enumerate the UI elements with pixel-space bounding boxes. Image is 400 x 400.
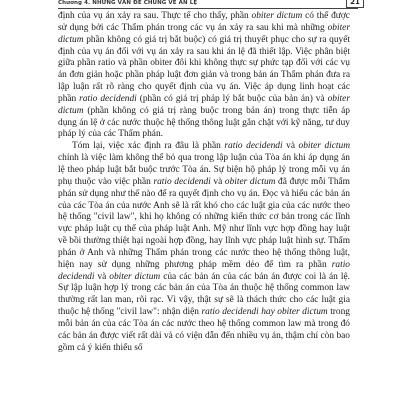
text-run: trong mỗi bản án của các Tòa án các nước theo hệ thống common law mà trong đó các bản án được viết rất dài và có viện dẫn đến nhiều vụ án, thậm chí còn bao gồm cả ý kiến thiểu số <box>58 307 350 353</box>
italic-term: obiter dictum <box>109 271 161 282</box>
italic-term: obiter dictum <box>298 141 350 152</box>
text-run: và <box>210 176 225 187</box>
text-run: định của vụ án xảy ra sau. Thực tế cho thấy, phần <box>58 11 252 21</box>
italic-term: ratio decidendi <box>224 141 283 152</box>
text-run: (phần không có giá trị ràng buộc trong bản án) trong thực tiễn áp dụng án lệ ở các nước thuộc hệ thống thông luật gắn chặt với kỹ năng, tư duy pháp lý của các Thẩm phán. <box>58 105 350 140</box>
italic-term: obiter dictum <box>58 93 350 116</box>
text-run: Tóm lại, việc xác định ra đâu là phần <box>72 141 225 152</box>
text-run: chính là việc làm không thể bỏ qua trong lập luận của Tòa án khi áp dụng án lệ theo pháp luật bắt buộc trước Tòa án. Sự biện hộ pháp lý trong mỗi vụ án phụ thuộc vào việc phần <box>58 153 350 187</box>
text-run: đã được mỗi Thẩm phán sử dụng như thế nào để ra quyết định cho vụ án. Đọc và hiểu các bản án của các Tòa án của nước Anh sẽ là rất khó cho các luật gia của các nước theo hệ thống "civil law", khi họ không có những kiến thức cơ bản trong các lĩnh vực pháp luật cụ thể của pháp luật Anh. Mỹ như lĩnh vực hợp đồng hay luật về bồi thường thiệt hại ngoài hợp đồng, hay lĩnh vực pháp luật hình sự. Thẩm phán ở Anh và những Thẩm phán trong các nước theo hệ thống thông luật, hiện nay sử dụng những phương pháp mềm dẻo để tìm ra phần <box>58 176 350 270</box>
page-number: 21 <box>346 0 364 8</box>
running-header <box>58 0 358 9</box>
text-run: và <box>94 271 110 282</box>
text-run: có thể được sử dụng bởi các Thẩm phán trong các vụ án xảy ra sau khi mà những <box>58 11 350 33</box>
italic-term: ratio decidendi <box>79 93 137 104</box>
body-text <box>58 11 350 354</box>
paragraph <box>58 11 350 141</box>
italic-term: ratio decidendi hay obiter dictum <box>201 307 328 318</box>
chapter-title: Chương 4. NHỮNG VẤN ĐỀ CHUNG VỀ ÁN LỆ <box>58 0 198 6</box>
italic-term: obiter dictum <box>58 22 350 45</box>
text-run: của các bản án của các bản án được coi là án lệ. Sự lập luận hợp lý trong các bản án của Tòa án thuộc hệ thống common law thường rất lan man, rõi rạc. Vì vậy, thật sự sẽ là thách thức cho các luật gia thuộc hệ thống "civil law": nhận diện <box>58 271 350 318</box>
text-run: và <box>282 141 299 152</box>
paragraph <box>58 141 350 354</box>
italic-term: ratio decidendi <box>58 259 350 282</box>
text-run: (phần có giá trị pháp lý bắt buộc của bản án) và <box>136 93 328 104</box>
italic-term: obiter dictum <box>224 176 276 187</box>
italic-term: obiter dictum <box>251 11 303 21</box>
italic-term: ratio decidendi <box>153 176 211 187</box>
text-run: phần không có giá trị bắt buộc) có giá trị thuyết phục cho sự ra quyết định của vụ án đối với vụ án xảy ra sau khi án lệ đã thiết lập. Việc phân biệt giữa phần ratio và phần obiter đôi khi không thực sự phức tạp đối với các vụ án đơn giản hoặc phần pháp luật đơn giản và trong bản án Thẩm phán đưa ra lập luận rất rõ ràng cho quyết định của vụ án. Việc áp dụng linh hoạt các phần <box>58 34 350 104</box>
